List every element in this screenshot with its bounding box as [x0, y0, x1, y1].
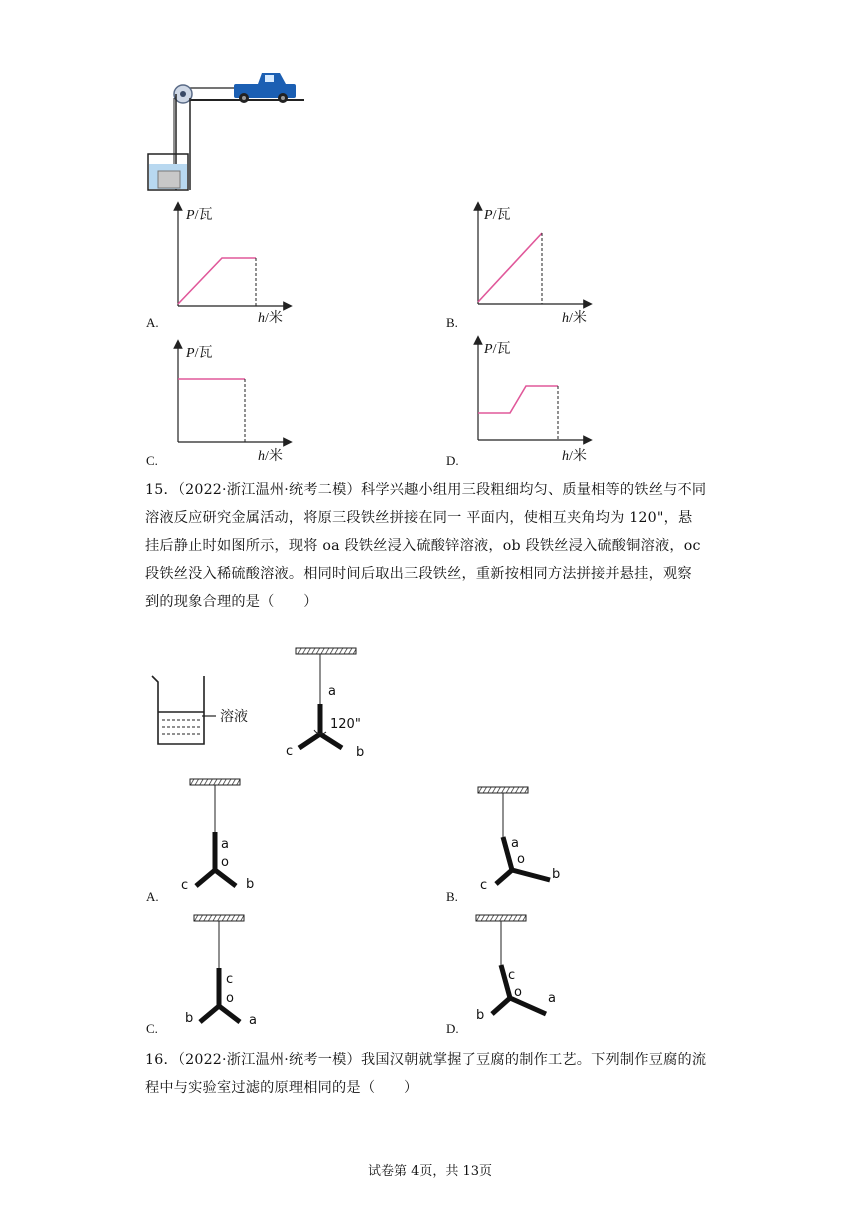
label-right: a	[548, 991, 556, 1006]
label-right: b	[552, 867, 561, 882]
q15-line-3: 挂后静止时如图所示，现将 oa 段铁丝浸入硫酸锌溶液，ob 段铁丝浸入硫酸铜溶液，oc	[145, 538, 701, 554]
page-footer: 试卷第 4页，共 13页	[367, 1164, 493, 1179]
hanging-wire-figure	[280, 644, 400, 764]
label-left: b	[476, 1008, 485, 1023]
label-center: o	[517, 852, 525, 867]
label-top: a	[511, 836, 519, 851]
question-15-text	[145, 476, 725, 616]
truck-icon	[234, 73, 296, 103]
option-label: D.	[446, 453, 459, 468]
angle-label: 120"	[330, 717, 361, 732]
label-top: c	[226, 972, 234, 987]
wire-diagram-d	[472, 912, 572, 1022]
y-axis-label: P/瓦	[186, 346, 213, 361]
label-left: c	[181, 878, 189, 893]
label-center: o	[221, 855, 229, 870]
label-right: a	[249, 1013, 257, 1028]
q15-line-1: 15．（2022·浙江温州·统考二模）科学兴趣小组用三段粗细均匀、质量相等的铁丝与不同	[145, 482, 707, 498]
label-a: a	[328, 684, 336, 699]
q15-line-5: 到的现象合理的是（ ）	[145, 594, 318, 610]
label-center: o	[514, 985, 522, 1000]
x-axis-label: h/米	[562, 311, 587, 326]
graph-b	[460, 200, 610, 330]
label-left: c	[480, 878, 488, 893]
pulley-truck-figure	[140, 68, 320, 196]
y-axis-label: P/瓦	[186, 208, 213, 223]
graph-d	[460, 334, 610, 464]
option-label: B.	[446, 889, 458, 904]
x-axis-label: h/米	[562, 449, 587, 464]
graph-c	[160, 338, 310, 468]
label-b: b	[356, 745, 365, 760]
block	[158, 171, 180, 188]
option-label: A.	[146, 889, 159, 904]
option-label: B.	[446, 315, 458, 330]
x-axis-label: h/米	[258, 449, 283, 464]
y-axis-label: P/瓦	[484, 342, 511, 357]
label-left: b	[185, 1011, 194, 1026]
question-16-text	[145, 1046, 725, 1102]
option-label: C.	[146, 1021, 158, 1036]
x-axis-label: h/米	[258, 311, 283, 326]
q15-line-2: 溶液反应研究金属活动，将原三段铁丝拼接在同一 平面内，使相互夹角均为 120"，悬	[145, 510, 693, 526]
label-center: o	[226, 991, 234, 1006]
label-right: b	[246, 877, 255, 892]
q15-line-4: 段铁丝没入稀硫酸溶液。相同时间后取出三段铁丝，重新按相同方法拼接并悬挂，观察	[145, 566, 692, 582]
y-axis-label: P/瓦	[484, 208, 511, 223]
beaker-label: 溶液	[220, 709, 248, 725]
option-label: A.	[146, 315, 159, 330]
option-label: D.	[446, 1021, 459, 1036]
graph-a	[160, 200, 310, 330]
label-c: c	[286, 744, 294, 759]
q16-line-2: 程中与实验室过滤的原理相同的是（ ）	[145, 1080, 419, 1096]
q16-line-1: 16．（2022·浙江温州·统考一模）我国汉朝就掌握了豆腐的制作工艺。下列制作豆腐的流	[145, 1052, 707, 1068]
option-label: C.	[146, 453, 158, 468]
label-top: c	[508, 968, 516, 983]
label-top: a	[221, 837, 229, 852]
